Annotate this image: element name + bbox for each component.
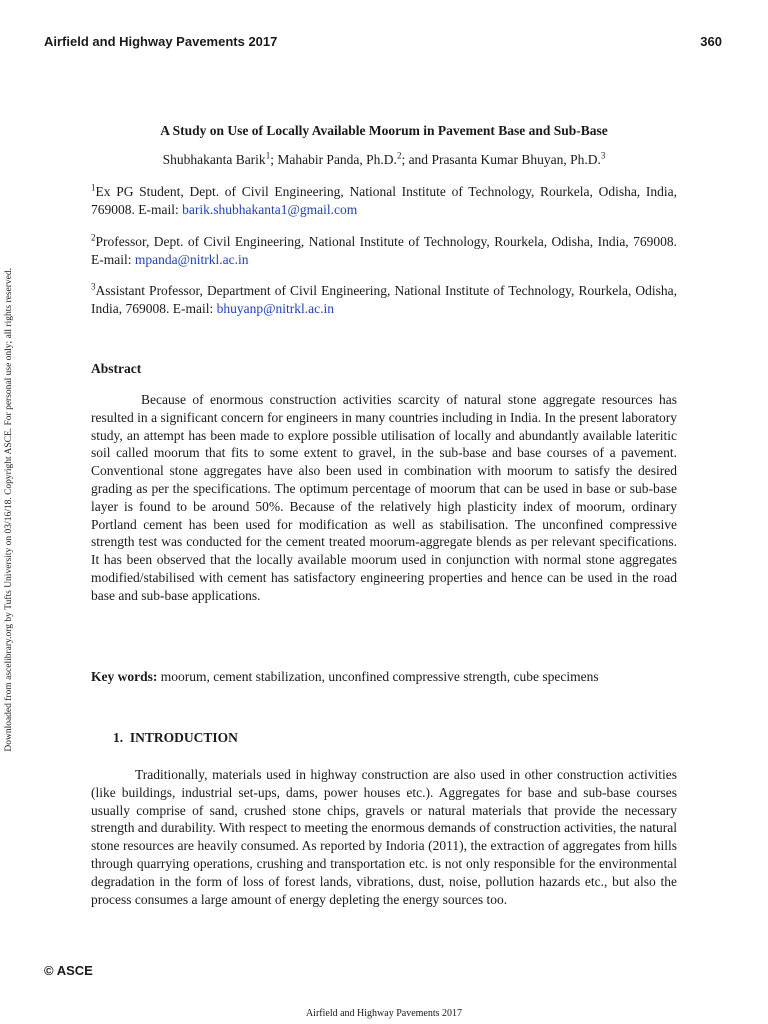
affiliation-1 [91,183,677,219]
author-2: Mahabir Panda, Ph.D. [277,152,397,167]
affiliation-3-email[interactable]: bhuyanp@nitrkl.ac.in [216,301,335,316]
running-header-journal: Airfield and Highway Pavements 2017 [44,34,278,49]
keywords-text: moorum, cement stabilization, unconfined compressive strength, cube specimens [157,669,599,684]
affiliation-3-text: Assistant Professor, Department of Civil Engineering, National Institute of Technology, Rourkela, Odisha, India, 769008. E-mail: [91,283,677,316]
affiliation-1-number: 1 [91,182,96,193]
keywords [91,669,677,685]
affiliation-2 [91,233,677,269]
author-list [91,152,677,168]
copyright-notice: © ASCE [44,963,93,978]
author-1-sup: 1 [265,150,271,161]
affiliation-2-text: Professor, Dept. of Civil Engineering, National Institute of Technology, Rourkela, Odisha, India, 769008. E-mail: [91,234,677,267]
download-notice [0,245,18,775]
abstract-body: Because of enormous construction activities scarcity of natural stone aggregate resources has resulted in a significant concern for engineers in many countries including in India. In the present laboratory study, an attempt has been made to explore possible utilisation of locally and abundantly available lateritic soil called moorum that fits to some extent to gravel, in the sub-base and base courses of a pavement. Conventional stone aggregates have also been used in combination with moorum to satisfy the desired grading as per the specifications. The optimum percentage of moorum that can be used in base or sub-base layer is found to be around 50%. Because of the relatively high plasticity index of moorum, ordinary Portland cement has been used for modification as well as stabilisation. The unconfined compressive strength test was conducted for the cement treated moorum-aggregate blends as per relevant specifications. It has been observed that the locally available moorum used in conjunction with normal stone aggregates modified/stabilised with cement has satisfactory engineering properties and hence can be used in the road base and sub-base applications. [91,392,677,603]
affiliation-1-email[interactable]: barik.shubhakanta1@gmail.com [182,202,358,217]
author-1: Shubhakanta Barik [162,152,266,167]
footer-journal: Airfield and Highway Pavements 2017 [305,1008,463,1019]
affiliation-2-email[interactable]: mpanda@nitrkl.ac.in [134,252,249,267]
author-2-sup: 2 [396,150,402,161]
download-notice-text: Downloaded from ascelibrary.org by Tufts University on 03/16/18. Copyright ASCE. For personal use only; all rights reserved. [4,268,14,752]
author-3: Prasanta Kumar Bhuyan, Ph.D. [431,152,601,167]
introduction-heading: 1. INTRODUCTION [113,730,238,745]
author-3-sup: 3 [600,150,606,161]
paper-title: A Study on Use of Locally Available Moorum in Pavement Base and Sub-Base [160,123,608,138]
author-separator: ; [270,152,278,167]
author-separator: ; and [401,152,432,167]
keywords-label: Key words: [91,669,158,684]
affiliation-3-number: 3 [91,281,96,292]
affiliation-3 [91,282,677,318]
abstract-heading: Abstract [91,361,142,376]
page-number: 360 [700,34,722,49]
affiliation-2-number: 2 [91,232,96,243]
affiliation-1-text: Ex PG Student, Dept. of Civil Engineering, National Institute of Technology, Rourkela, Odisha, India, 769008. E-mail: [91,184,677,217]
introduction-body: Traditionally, materials used in highway construction are also used in other construction activities (like buildings, industrial set-ups, dams, power houses etc.). Aggregates for base and sub-base courses usually comprise of sand, crushed stone chips, gravels or natural materials that provide the necessary strength and durability. With respect to meeting the enormous demands of construction activities, the natural stone resources are heavily consumed. As reported by Indoria (2011), the extraction of aggregates from hills through quarrying operations, crushing and transportation etc. is not only responsible for the environmental degradation in the form of loss of forest lands, vibrations, dust, noise, pollution hazards etc., but also the process consumes a large amount of energy depleting the energy sources too. [91,767,677,907]
